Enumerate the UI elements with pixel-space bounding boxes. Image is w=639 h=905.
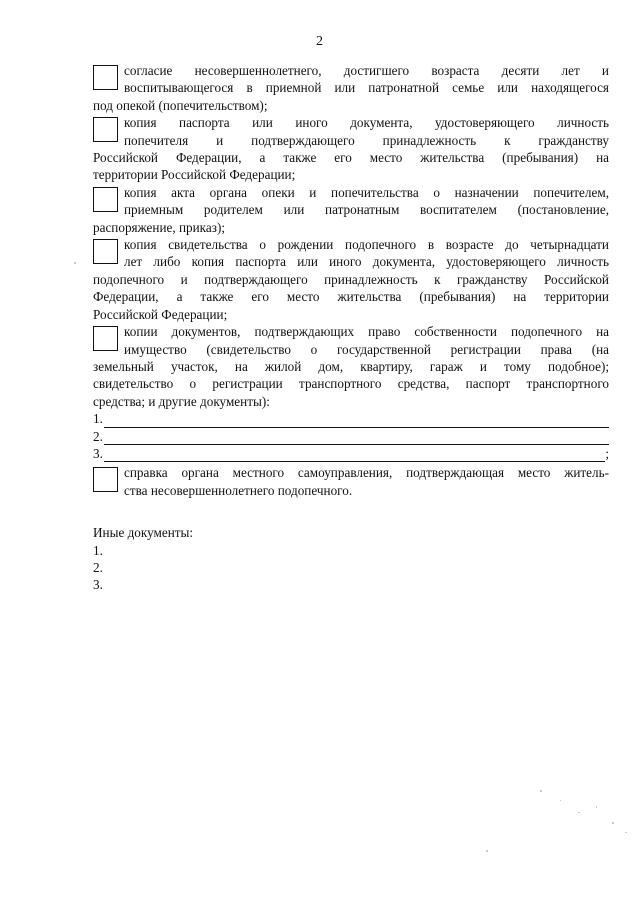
document-body	[93, 62, 609, 594]
item-line: приемным родителем или патронатным воспитателем (постановление,	[124, 202, 609, 218]
item-line: копия свидетельства о рождении подопечного в возрасте до четырнадцати	[124, 237, 609, 253]
checkbox[interactable]	[93, 239, 118, 264]
list-item: 1.	[93, 542, 103, 558]
scan-speck	[625, 832, 627, 833]
checklist-item-property-documents	[93, 323, 609, 410]
item-line: имущество (свидетельство о государственной регистрации права (на	[124, 341, 609, 357]
checkbox[interactable]	[93, 65, 118, 90]
item-line: территории Российской Федерации;	[93, 167, 296, 183]
blank-number: 2.	[93, 428, 103, 444]
other-documents-title: Иные документы:	[93, 525, 194, 541]
item-line: Федерации, а также его место жительства (пребывания) на территории	[93, 289, 609, 305]
list-item: 2.	[93, 559, 103, 575]
item-line: воспитывающегося в приемной или патронатной семье или находящегося	[124, 80, 609, 96]
blank-end: ;	[605, 445, 609, 461]
item-line: лет либо копия паспорта или иного документа, удостоверяющего личность	[124, 254, 609, 270]
checkbox[interactable]	[93, 187, 118, 212]
scan-speck	[578, 812, 580, 813]
item-line: справка органа местного самоуправления, подтверждающая место житель-	[124, 465, 609, 481]
scan-speck	[596, 806, 597, 808]
scan-speck	[560, 800, 561, 801]
item-line: свидетельство о регистрации транспортного средства, паспорт транспортного	[93, 376, 609, 392]
item-line: земельный участок, на жилой дом, квартиру, гараж и тому подобное);	[93, 358, 609, 374]
item-line: подопечного и подтверждающего принадлежность к гражданству Российской	[93, 271, 609, 287]
checklist-item-appointment-act	[93, 184, 609, 236]
other-documents-list	[93, 542, 609, 594]
scan-speck	[74, 262, 76, 264]
item-line: копии документов, подтверждающих право собственности подопечного на	[124, 324, 609, 340]
checkbox[interactable]	[93, 326, 118, 351]
scan-speck	[486, 850, 488, 852]
checklist-item-guardian-passport	[93, 114, 609, 184]
blank-number: 3.	[93, 445, 103, 461]
item-line: ства несовершеннолетнего подопечного.	[124, 482, 353, 498]
checklist-item-consent	[93, 62, 609, 114]
blank-line-2	[93, 428, 609, 445]
item-line: распоряжение, приказ);	[93, 219, 225, 235]
fill-in-field[interactable]	[104, 432, 609, 445]
blank-line-3	[93, 445, 609, 462]
fill-in-field[interactable]	[104, 449, 605, 462]
checkbox[interactable]	[93, 467, 118, 492]
other-documents-section	[93, 524, 609, 594]
item-line: попечителя и подтверждающего принадлежность к гражданству	[124, 132, 609, 148]
scan-speck	[612, 822, 614, 824]
item-line: Российской Федерации;	[93, 306, 228, 322]
fill-in-field[interactable]	[104, 415, 609, 428]
checklist-item-residence-certificate	[93, 464, 609, 499]
item-line: копия акта органа опеки и попечительства о назначении попечителем,	[124, 184, 609, 200]
item-line: согласие несовершеннолетнего, достигшего возраста десяти лет и	[124, 63, 609, 78]
checklist-item-birth-certificate	[93, 236, 609, 323]
list-item: 3.	[93, 577, 103, 593]
page-number: 2	[316, 34, 323, 49]
checkbox[interactable]	[93, 117, 118, 142]
item-line: под опекой (попечительством);	[93, 97, 268, 113]
item-line: Российской Федерации, а также его место жительства (пребывания) на	[93, 150, 609, 166]
item-line: копия паспорта или иного документа, удостоверяющего личность	[124, 115, 609, 131]
blank-number: 1.	[93, 411, 103, 427]
blank-line-1	[93, 410, 609, 427]
item-line: средства; и другие документы):	[93, 393, 270, 409]
scan-speck	[540, 790, 542, 792]
